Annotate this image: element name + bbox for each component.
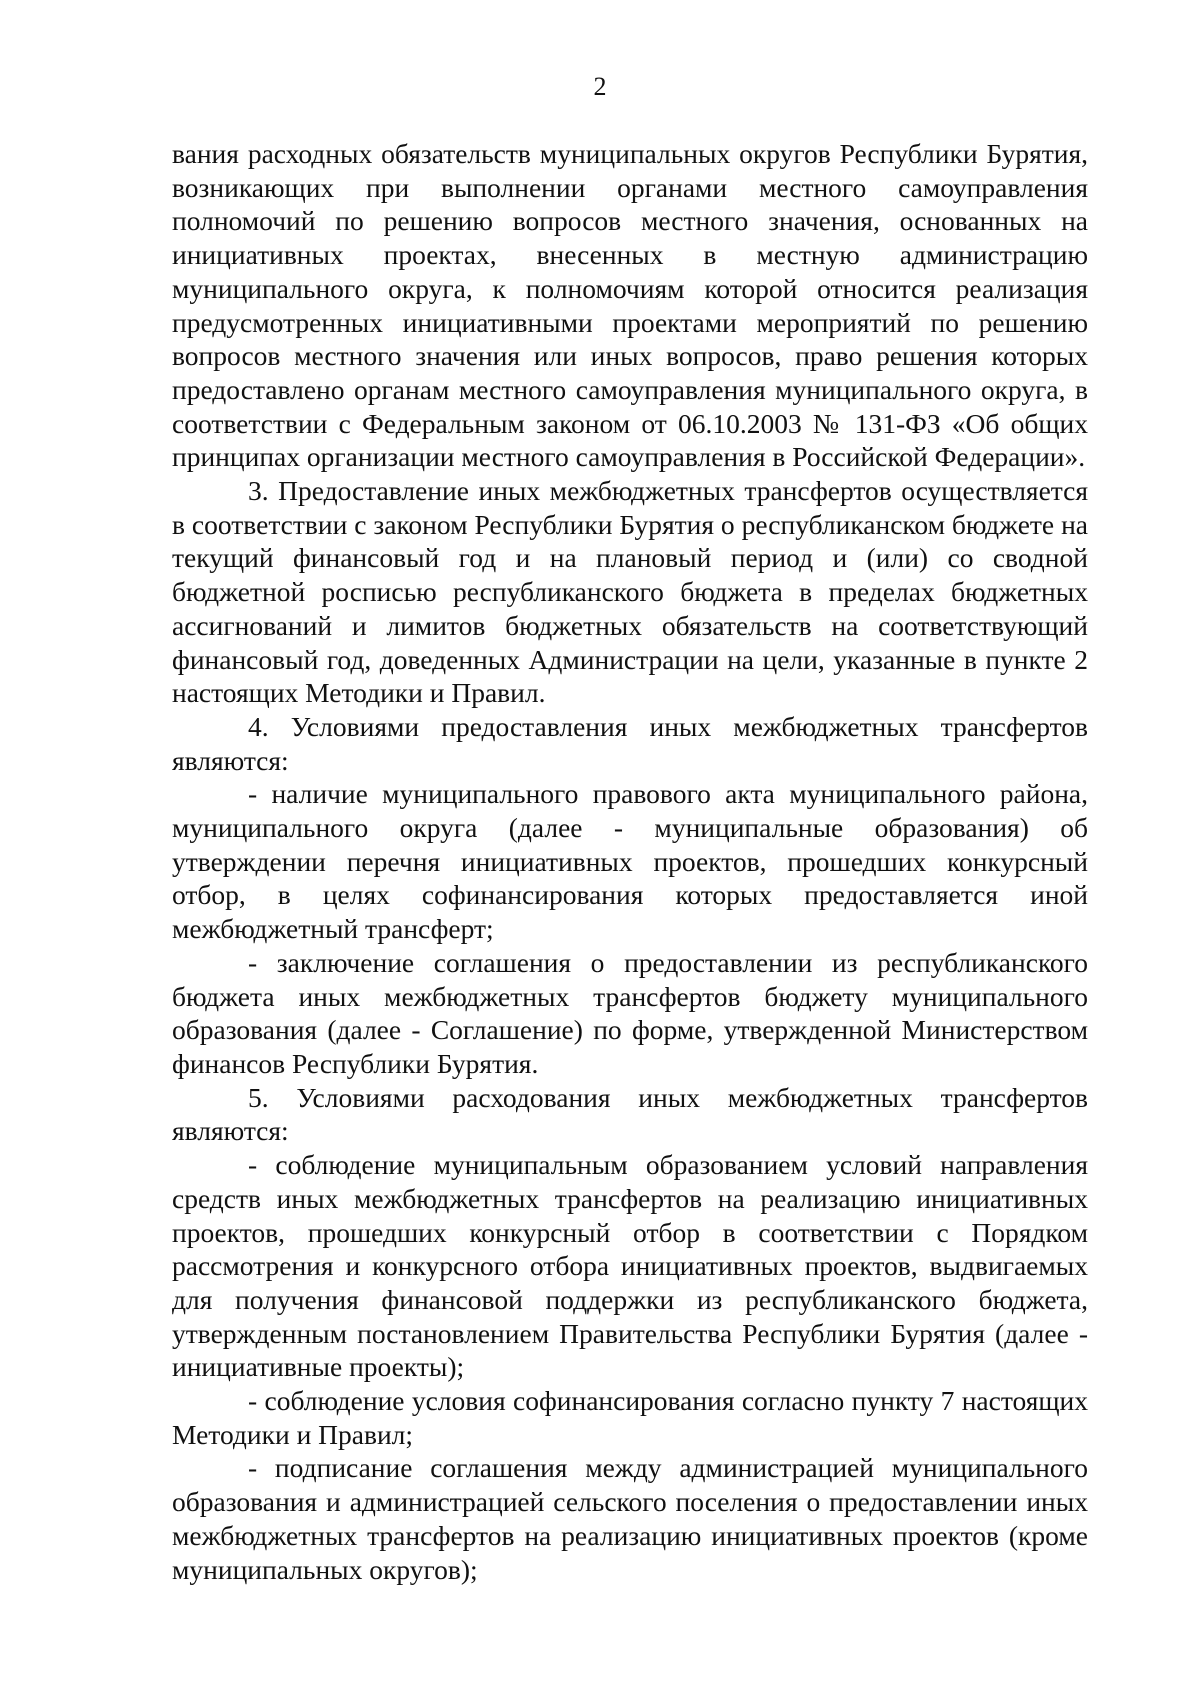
list-item-agreement: - заключение соглашения о предоставлении из республиканского бюджета иных межбюджетных трансфертов бюджету муниципального образования (далее - Соглашение) по форме, утвержденной Министерством финансов Республики Бурятия. bbox=[172, 946, 1088, 1079]
paragraph-item-3: 3. Предоставление иных межбюджетных трансфертов осуществляется в соответствии с законом Республики Бурятия о республиканском бюджете на текущий финансовый год и на плановый период и (или) со сводной бюджетной росписью республиканского бюджета в пределах бюджетных ассигнований и лимитов бюджетных обязательств на соответствующий финансовый год, доведенных Администрации на цели, указанные в пункте 2 настоящих Методики и Правил. bbox=[172, 475, 1088, 709]
paragraph-item-4: 4. Условиями предоставления иных межбюджетных трансфертов являются: bbox=[172, 710, 1088, 776]
page-number: 2 bbox=[593, 72, 607, 101]
list-item-cofinancing: - соблюдение условия софинансирования согласно пункту 7 настоящих Методики и Правил; bbox=[172, 1385, 1088, 1450]
document-body bbox=[172, 137, 1088, 1586]
list-item-signing-agreement: - подписание соглашения между администрацией муниципального образования и администрацией сельского поселения о предоставлении иных межбюджетных трансфертов на реализацию инициативных проектов (кроме муниципальных округов); bbox=[172, 1452, 1088, 1585]
list-item-legal-act: - наличие муниципального правового акта муниципального района, муниципального округа (далее - муниципальные образования) об утверждении перечня инициативных проектов, прошедших конкурсный отбор, в целях софинансирования которых предоставляется иной межбюджетный трансферт; bbox=[172, 778, 1088, 945]
paragraph-item-5: 5. Условиями расходования иных межбюджетных трансфертов являются: bbox=[172, 1081, 1088, 1147]
list-item-compliance-directions: - соблюдение муниципальным образованием условий направления средств иных межбюджетных трансфертов на реализацию инициативных проектов, прошедших конкурсный отбор в соответствии с Порядком рассмотрения и конкурсного отбора инициативных проектов, выдвигаемых для получения финансовой поддержки из республиканского бюджета, утвержденным постановлением Правительства Республики Бурятия (далее - инициативные проекты); bbox=[172, 1149, 1088, 1383]
paragraph-continuation: вания расходных обязательств муниципальных округов Республики Бурятия, возникающих при выполнении органами местного самоуправления полномочий по решению вопросов местного значения, основанных на инициативных проектах, внесенных в местную администрацию муниципального округа, к полномочиям которой относится реализация предусмотренных инициативными проектами мероприятий по решению вопросов местного значения или иных вопросов, право решения которых предоставлено органам местного самоуправления муниципального округа, в соответствии с Федеральным законом от 06.10.2003 № 131-ФЗ «Об общих принципах организации местного самоуправления в Российской Федерации». bbox=[172, 138, 1088, 473]
